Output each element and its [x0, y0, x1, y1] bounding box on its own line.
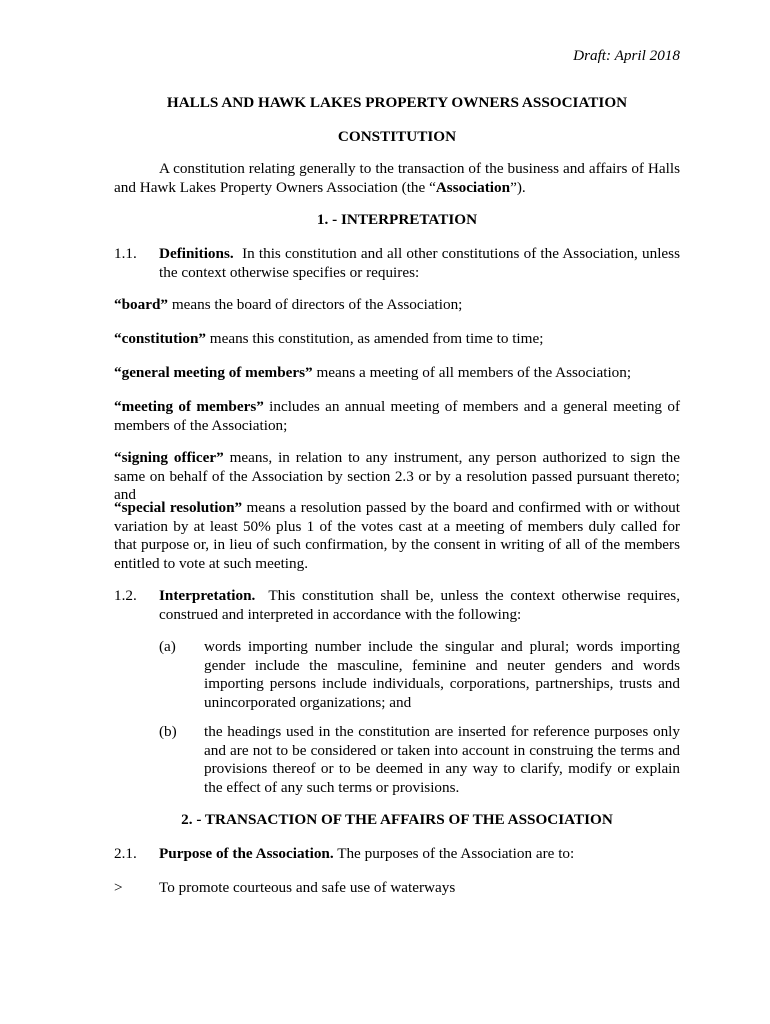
clause-1-2 [114, 587, 680, 624]
list-item-text: the headings used in the constitution are inserted for reference purposes only and are not to be considered or taken into account in construing the terms and provisions thereof or to be deemed in any way to clarify, modify or explain the effect of any such terms or provisions. [204, 723, 680, 796]
clause-body [159, 245, 680, 282]
clause-body [159, 587, 680, 624]
definition-meeting-of-members [114, 398, 680, 435]
clause-body [159, 845, 680, 864]
document-title: CONSTITUTION [337, 128, 457, 145]
clause-text: This constitution shall be, unless the context otherwise requires, construed and interpreted in accordance with the following: [159, 587, 680, 623]
clause-heading: Interpretation. [159, 587, 256, 604]
list-item-b [159, 723, 680, 797]
definition-term: “board” [114, 296, 169, 313]
definition-term: “general meeting of members” [114, 364, 313, 381]
list-item-text: words importing number include the singular and plural; words importing gender include the masculine, feminine and neuter genders and words importing persons include individuals, corporations, partnerships, trusts and unincorporated organizations; and [204, 638, 680, 711]
bullet-item [114, 879, 680, 898]
clause-heading: Definitions. [159, 245, 234, 262]
clause-2-1 [114, 845, 680, 864]
definition-text: includes an annual meeting of members and a general meeting of members of the Association; [114, 398, 681, 434]
clause-text: In this constitution and all other constitutions of the Association, unless the context otherwise specifies or requires: [159, 245, 680, 281]
intro-text-1: A constitution relating generally to the transaction of the business and affairs of Halls and Hawk Lakes Property Owners Association (the “ [114, 160, 680, 196]
intro-term: Association [435, 178, 511, 196]
definition-term: “meeting of members” [114, 398, 264, 415]
bullet-text: To promote courteous and safe use of waterways [159, 879, 456, 896]
definition-text: means a resolution passed by the board and confirmed with or without variation by at least 50% plus 1 of the votes cast at a meeting of members duly called for that purpose or, in lieu of such confirmation, by the consent in writing of all of the members entitled to vote at such meeting. [114, 499, 680, 572]
draft-date: Draft: April 2018 [573, 47, 680, 64]
definition-text: means this constitution, as amended from time to time; [205, 330, 544, 347]
definition-board [114, 296, 680, 315]
list-item-label: (b) [159, 723, 177, 740]
definition-constitution [114, 330, 680, 349]
definition-text: means, in relation to any instrument, any person authorized to sign the same on behalf of the Association by section 2.3 or by a resolution passed pursuant thereto; and [114, 449, 680, 504]
clause-number: 1.1. [114, 245, 137, 262]
section-1-heading: 1. - INTERPRETATION [316, 211, 478, 228]
definition-term: “constitution” [114, 330, 206, 347]
clause-text: The purposes of the Association are to: [337, 845, 575, 862]
association-title: HALLS AND HAWK LAKES PROPERTY OWNERS ASSOCIATION [166, 94, 628, 111]
list-item-label: (a) [159, 638, 176, 655]
definition-term: “signing officer” [114, 449, 224, 466]
definition-text: means a meeting of all members of the Association; [312, 364, 632, 381]
definition-text: means the board of directors of the Association; [168, 296, 463, 313]
list-item-a [159, 638, 680, 712]
definition-signing-officer [114, 449, 680, 505]
clause-number: 2.1. [114, 845, 137, 862]
section-2-heading: 2. - TRANSACTION OF THE AFFAIRS OF THE ASSOCIATION [181, 811, 613, 828]
clause-heading: Purpose of the Association. [159, 845, 334, 862]
definition-general-meeting [114, 364, 680, 383]
intro-paragraph [114, 160, 680, 197]
bullet-marker: > [114, 879, 123, 896]
clause-1-1 [114, 245, 680, 282]
definition-special-resolution [114, 499, 680, 573]
definition-term: “special resolution” [114, 499, 243, 516]
intro-text-2: ”). [510, 178, 526, 196]
clause-number: 1.2. [114, 587, 137, 604]
